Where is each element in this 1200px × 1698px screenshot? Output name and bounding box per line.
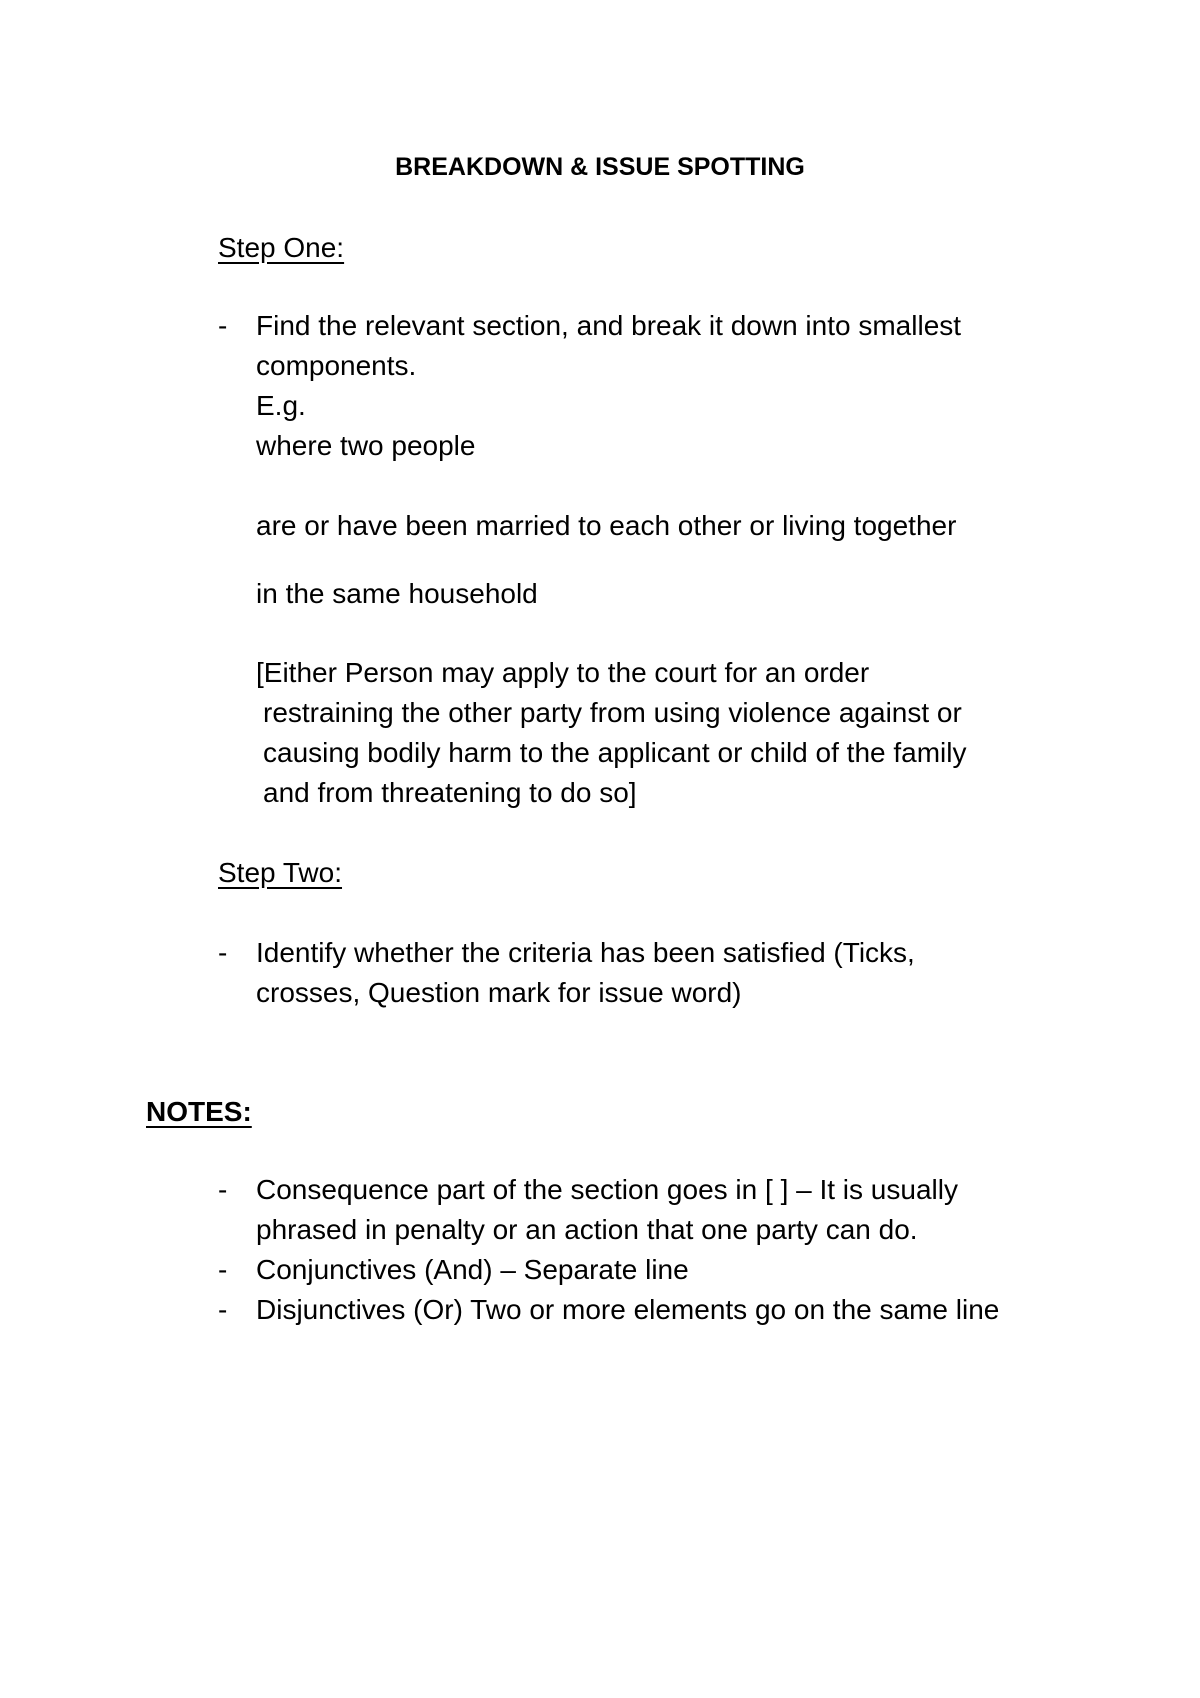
bullet-marker: - [218, 310, 228, 341]
consequence-line: and from threatening to do so] [263, 777, 637, 808]
consequence-line: causing bodily harm to the applicant or child of the family [263, 737, 967, 768]
step-one-heading: Step One: [218, 232, 345, 263]
notes-heading: NOTES: [146, 1096, 252, 1127]
step-one-bullet-line: components. [256, 350, 417, 381]
step-two-bullet-line: crosses, Question mark for issue word) [256, 977, 742, 1008]
bullet-marker: - [218, 1294, 228, 1325]
element-line: in the same household [256, 578, 538, 609]
step-two-heading: Step Two: [218, 857, 343, 888]
consequence-line: restraining the other party from using violence against or [263, 697, 962, 728]
note-item-line: Disjunctives (Or) Two or more elements go on the same line [256, 1294, 1000, 1325]
example-label: E.g. [256, 390, 306, 421]
page-title: BREAKDOWN & ISSUE SPOTTING [395, 153, 805, 181]
note-item-line: phrased in penalty or an action that one party can do. [256, 1214, 918, 1245]
consequence-line: [Either Person may apply to the court for an order [256, 657, 870, 688]
bullet-marker: - [218, 1254, 228, 1285]
step-one-bullet-line: Find the relevant section, and break it down into smallest [256, 310, 962, 341]
bullet-marker: - [218, 937, 228, 968]
element-line: where two people [256, 430, 476, 461]
element-line: are or have been married to each other or living together [256, 510, 957, 541]
note-item-line: Conjunctives (And) – Separate line [256, 1254, 689, 1285]
bullet-marker: - [218, 1174, 228, 1205]
note-item-line: Consequence part of the section goes in [ ] – It is usually [256, 1174, 958, 1205]
step-two-bullet-line: Identify whether the criteria has been satisfied (Ticks, [256, 937, 915, 968]
